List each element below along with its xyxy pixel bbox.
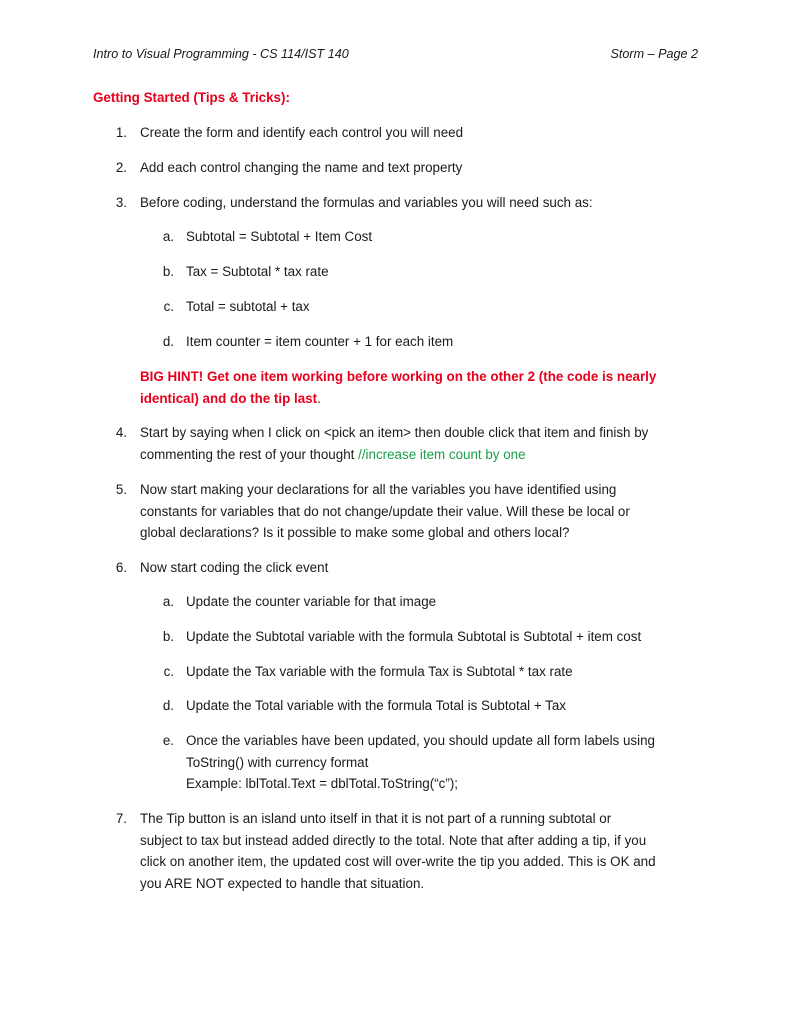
sub-letter: a.	[162, 229, 174, 244]
sub-letter: d.	[162, 698, 174, 713]
hint-line-2: identical) and do the tip last	[140, 390, 318, 406]
sub-text-line: ToString() with currency format	[186, 754, 369, 770]
code-comment: //increase item count by one	[358, 446, 526, 462]
section-title: Getting Started (Tips & Tricks):	[93, 90, 290, 105]
list-text-line: Now start making your declarations for all the variables you have identified using	[140, 482, 617, 497]
list-text-line: Start by saying when I click on <pick an item> then double click that item and finish by	[140, 425, 649, 440]
list-number: 2.	[115, 160, 127, 175]
list-text-line: commenting the rest of your thought	[140, 446, 359, 462]
page-header	[93, 47, 698, 65]
sub-text: Update the Subtotal variable with the formula Subtotal is Subtotal + item cost	[186, 629, 642, 644]
list-text: Create the form and identify each control you will need	[140, 125, 464, 140]
sub-text: Total = subtotal + tax	[186, 299, 310, 314]
page-label: Storm – Page 2	[610, 47, 698, 61]
list-text-line: constants for variables that do not change/update their value. Will these be local or	[140, 503, 630, 519]
list-text-line: you ARE NOT expected to handle that situation.	[140, 875, 425, 891]
list-text-line: click on another item, the updated cost will over-write the tip you added. This is OK and	[140, 854, 656, 869]
list-item-5-text	[140, 479, 630, 544]
list-text-line: The Tip button is an island unto itself in that it is not part of a running subtotal or	[140, 811, 612, 826]
sub-text: Update the Total variable with the formula Total is Subtotal + Tax	[186, 698, 566, 713]
sub-letter: c.	[163, 664, 174, 679]
sub-text-line: Once the variables have been updated, you should update all form labels using	[186, 733, 655, 748]
list-text: Add each control changing the name and text property	[140, 160, 463, 175]
code-example: Example: lblTotal.Text = dblTotal.ToString(“c”);	[186, 776, 459, 791]
list-number: 3.	[115, 195, 127, 210]
hint-line-1: BIG HINT! Get one item working before working on the other 2 (the code is nearly	[140, 369, 657, 384]
sub-letter: a.	[162, 594, 174, 609]
list-number: 4.	[115, 425, 127, 440]
sub-text: Item counter = item counter + 1 for each item	[186, 334, 454, 349]
list-text: Now start coding the click event	[140, 560, 329, 575]
sub-letter: c.	[163, 299, 174, 314]
list-text-line: global declarations? Is it possible to make some global and others local?	[140, 525, 570, 540]
sub-text: Subtotal = Subtotal + Item Cost	[186, 229, 373, 244]
list-number: 6.	[115, 560, 127, 575]
list-number: 1.	[115, 125, 127, 140]
sub-letter: e.	[162, 733, 174, 748]
list-item-4-text	[140, 422, 648, 465]
sub-text: Update the counter variable for that image	[186, 594, 437, 609]
list-text-line: subject to tax but instead added directly to the total. Note that after adding a tip, if you	[140, 832, 647, 848]
sub-letter: b.	[162, 629, 174, 644]
sub-letter: b.	[162, 264, 174, 279]
sub-text: Update the Tax variable with the formula Tax is Subtotal * tax rate	[186, 664, 573, 679]
course-title: Intro to Visual Programming - CS 114/IST 140	[93, 47, 349, 61]
sub-letter: d.	[162, 334, 174, 349]
list-item-7-text	[140, 808, 656, 894]
sub-text: Tax = Subtotal * tax rate	[186, 264, 329, 279]
list-number: 5.	[115, 482, 127, 497]
hint-period: .	[317, 390, 321, 406]
list-number: 7.	[115, 811, 127, 826]
list-text: Before coding, understand the formulas and variables you will need such as:	[140, 195, 593, 210]
sub-item-6e-text	[186, 730, 655, 795]
big-hint	[140, 366, 656, 409]
